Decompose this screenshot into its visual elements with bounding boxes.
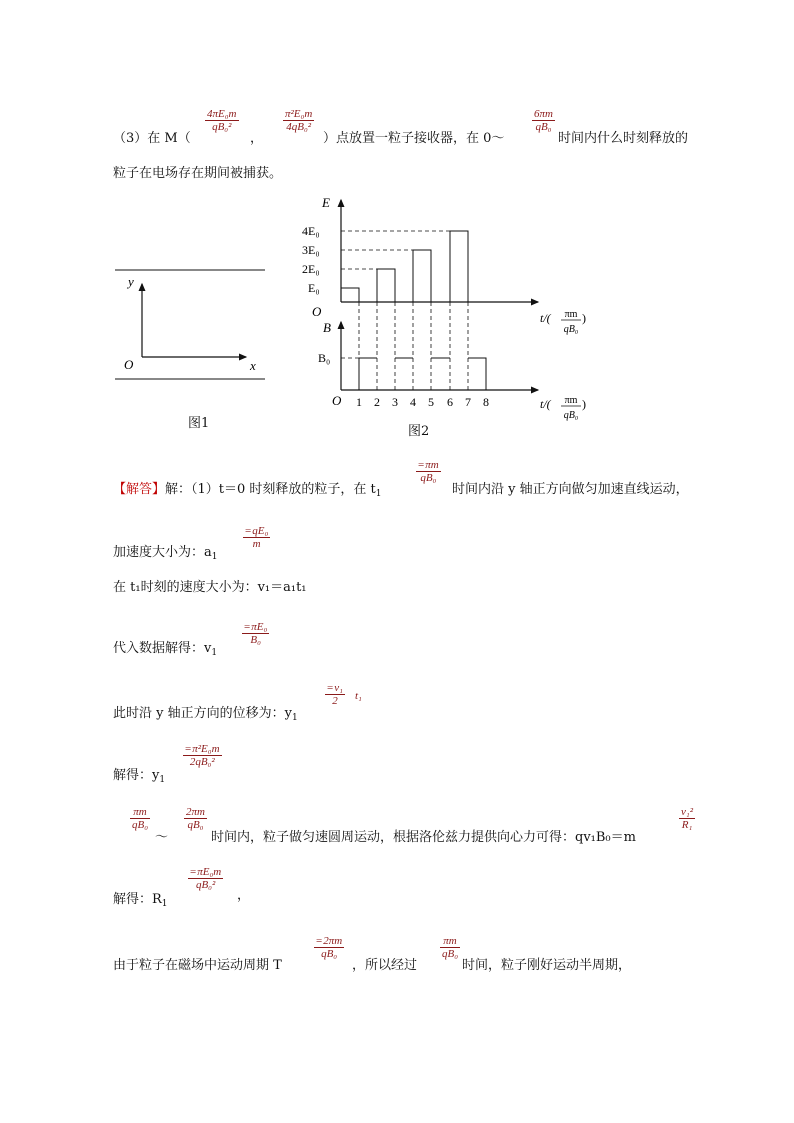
question-tail: 时间内什么时刻释放的 [558,131,689,146]
answer-tag: 【解答】 [113,482,166,497]
e-origin-label: O [312,304,322,319]
tick-1: 1 [356,395,362,409]
figure-1 [110,262,275,387]
solution-line-4: 代入数据解得：$v_1$ [113,641,218,658]
fraction-r1: $\frac{\text{=πE₀m}}{\text{qB₀²}}$ [190,866,222,891]
level-2e0: 2E₀ [302,262,320,276]
fraction-y1-result: $\frac{\text{=π²E₀m}}{\text{2qB₀²}}$ [185,743,220,768]
b-axis-label: B [323,320,331,335]
e-time-unit-prefix: t/( [540,311,551,325]
tick-4: 4 [410,395,416,409]
figure-2 [300,192,600,426]
fraction-period: $\frac{=2\pi m}{\text{qB₀}}$ [316,935,343,960]
fraction-half-period: $\frac{\pi m}{\text{qB₀}}$ [442,935,459,960]
tick-3: 3 [392,395,398,409]
solution-line-7: 时间内，粒子做匀速圆周运动，根据洛伦兹力提供向心力可得：qv₁B₀＝m [211,830,636,845]
level-3e0: 3E₀ [302,243,320,257]
fraction-end-time: $\frac{2\pi m}{\text{qB₀}}$ [186,806,205,831]
solution-line-3: 在 t₁时刻的速度大小为：v₁＝a₁t₁ [113,580,307,595]
e-pulse-2 [377,269,395,302]
fraction-v1: $\frac{\text{=πE₀}}{\text{B₀}}$ [244,621,268,646]
question-middle: ）点放置一粒子接收器，在 0～ [323,131,505,146]
e-pulse-4 [450,231,468,302]
e-time-unit-den: qB₀ [563,324,579,335]
solution-line-9-tail: 时间，粒子刚好运动半周期， [462,958,632,973]
b-pulse-1 [359,358,377,390]
tick-7: 7 [465,395,471,409]
fraction-m-x: $\frac{\text{4πE₀m}}{\text{qB₀²}}$ [207,108,237,133]
origin-label: O [124,357,134,372]
level-e0: E₀ [308,281,320,295]
b-time-unit-suffix: ) [582,397,586,411]
y-axis-label: y [128,274,134,289]
solution-line-8-tail: ， [237,888,251,903]
e-dashed-levels [341,231,450,269]
solution-line-8: 解得：$R_1$ [113,892,168,909]
solution-line-1: 【解答】解：（1）t＝0 时刻释放的粒子，在 $t_1$ [113,482,382,499]
tilde: ～ [155,830,169,845]
fraction-start-time: $\frac{\pi m}{\text{qB₀}}$ [132,806,149,831]
question-prefix: （3）在 M（ [113,131,191,146]
tick-5: 5 [428,395,434,409]
fraction-m-y: $\frac{\text{π²E₀m}}{\text{4qB₀²}}$ [285,108,313,133]
e-pulse-1 [341,288,359,302]
time-dashed-links [359,302,468,390]
b-time-unit-den: qB₀ [563,410,579,421]
t1-term: t₁ [355,690,362,702]
level-b0: B₀ [318,351,331,365]
e-time-unit-num: πm [564,309,578,320]
question-line2: 粒子在电场存在期间被捕获。 [113,166,283,181]
solution-line-2: 加速度大小为：$a_1$ [113,545,218,562]
solution-line-9: 由于粒子在磁场中运动周期 T [113,958,282,973]
fraction-y1-half: $\frac{\text{=v₁}}{2}$ [327,682,343,707]
solution-line-1-tail: 时间内沿 y 轴正方向做匀加速直线运动， [452,482,689,497]
e-pulse-3 [413,250,431,302]
tick-6: 6 [447,395,453,409]
b-time-unit-num: πm [564,395,578,406]
b-pulse-4 [468,358,486,390]
b-pulses [359,358,486,390]
fraction-a1: $\frac{\text{=qE₀}}{m}$ [245,525,269,550]
x-axis-label: x [250,358,256,373]
b-time-unit-prefix: t/( [540,397,551,411]
solution-line-6: 解得：$y_1$ [113,768,166,785]
b-origin-label: O [332,393,342,408]
e-time-unit-suffix: ) [582,311,586,325]
fraction-time-limit: $\frac{6\pi m}{\text{qB₀}}$ [534,108,553,133]
question-comma: ， [250,131,264,146]
level-4e0: 4E₀ [302,224,320,238]
fraction-t1: $\frac{=\pi m}{\text{qB₀}}$ [418,459,439,484]
e-pulses [341,231,468,302]
tick-8: 8 [483,395,489,409]
solution-line-5: 此时沿 y 轴正方向的位移为：$y_1$ [113,706,298,723]
fraction-centripetal: $\frac{\text{v₁²}}{\text{R₁}}$ [681,806,694,831]
tick-2: 2 [374,395,380,409]
figure-2-caption: 图2 [408,424,430,439]
solution-line-9-mid: ，所以经过 [352,958,418,973]
e-axis-label: E [322,195,330,210]
figure-1-caption: 图1 [188,416,210,431]
